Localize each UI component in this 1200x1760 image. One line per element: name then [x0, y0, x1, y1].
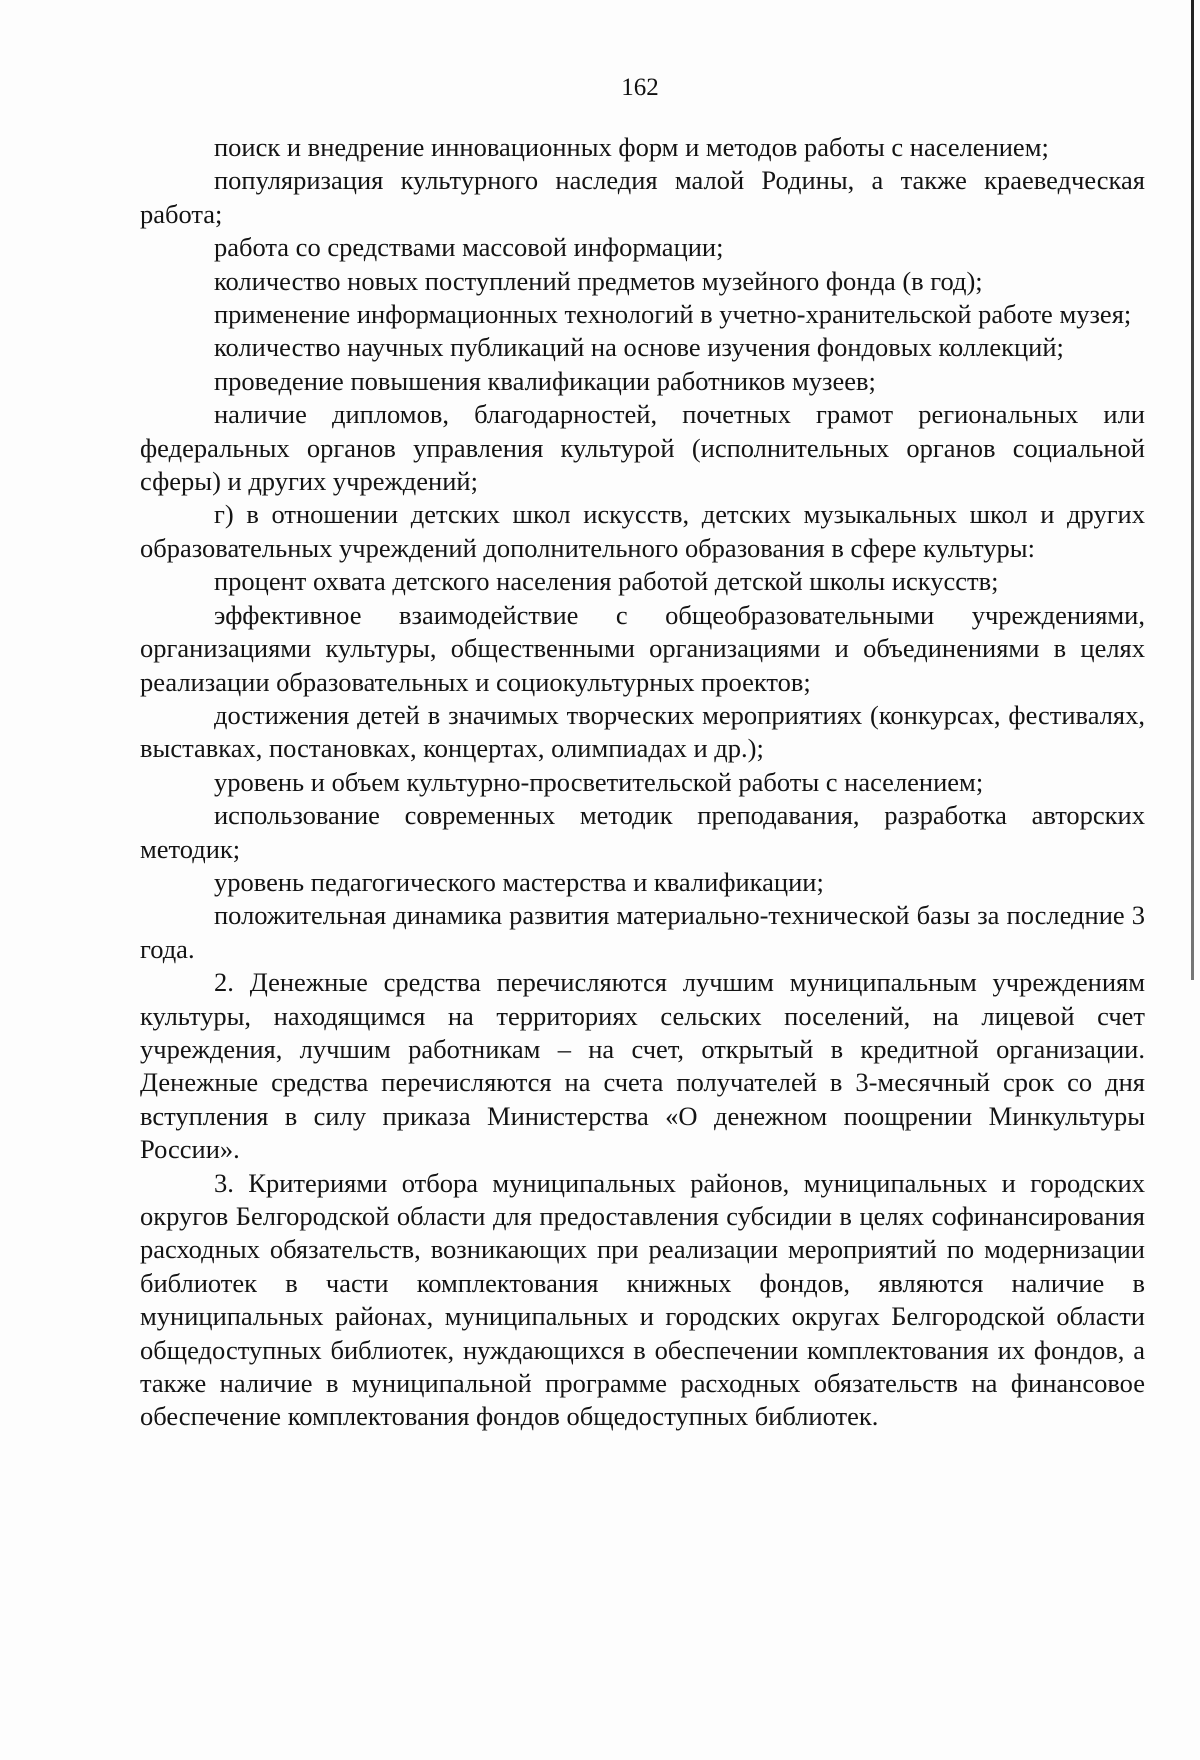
paragraph: 3. Критериями отбора муниципальных районов, муниципальных и городских округов Белгородской области для предоставления субсидии в целях софинансирования расходных обязательств, возникающих при реализации мероприятий по модернизации библиотек в части комплектования книжных фондов, являются наличие в муниципальных районах, муниципальных и городских округах Белгородской области общедоступных библиотек, нуждающихся в обеспечении комплектования их фондов, а также наличие в муниципальной программе расходных обязательств на финансовое обеспечение комплектования фондов общедоступных библиотек. [140, 1167, 1145, 1432]
paragraph: наличие дипломов, благодарностей, почетных грамот региональных или федеральных органов управления культурой (исполнительных органов социальной сферы) и других учреждений; [140, 399, 1145, 497]
paragraph: работа со средствами массовой информации; [214, 232, 724, 263]
paragraph: применение информационных технологий в учетно-хранительской работе музея; [214, 299, 1132, 330]
paragraph: использование современных методик преподавания, разработка авторских методик; [140, 800, 1145, 864]
paragraph: количество новых поступлений предметов музейного фонда (в год); [214, 265, 983, 296]
paragraph: достижения детей в значимых творческих мероприятиях (конкурсах, фестивалях, выставках, постановках, концертах, олимпиадах и др.); [140, 699, 1145, 764]
document-body [140, 131, 1145, 1434]
paragraph: положительная динамика развития материально-технической базы за последние 3 года. [140, 900, 1145, 964]
scan-edge-shadow [1191, 0, 1194, 980]
paragraph: уровень и объем культурно-просветительской работы с населением; [214, 766, 984, 797]
paragraph: популяризация культурного наследия малой Родины, а также краеведческая работа; [140, 165, 1145, 229]
paragraph: количество научных публикаций на основе изучения фондовых коллекций; [214, 332, 1064, 363]
page-number: 162 [621, 74, 659, 101]
paragraph: эффективное взаимодействие с общеобразовательными учреждениями, организациями культуры, общественными организациями и объединениями в целях реализации образовательных и социокультурных проектов; [140, 599, 1145, 697]
paragraph: г) в отношении детских школ искусств, детских музыкальных школ и других образовательных учреждений дополнительного образования в сфере культуры: [140, 499, 1145, 563]
paragraph: уровень педагогического мастерства и квалификации; [214, 866, 824, 897]
paragraph: поиск и внедрение инновационных форм и методов работы с населением; [214, 132, 1049, 162]
paragraph: 2. Денежные средства перечисляются лучшим муниципальным учреждениям культуры, находящимся на территориях сельских поселений, на лицевой счет учреждения, лучшим работникам – на счет, открытый в кредитной организации. Денежные средства перечисляются на счета получателей в 3-месячный срок со дня вступления в силу приказа Министерства «О денежном поощрении Минкультуры России». [140, 967, 1145, 1165]
paragraph: процент охвата детского населения работой детской школы искусств; [214, 566, 999, 597]
paragraph: проведение повышения квалификации работников музеев; [214, 365, 876, 396]
